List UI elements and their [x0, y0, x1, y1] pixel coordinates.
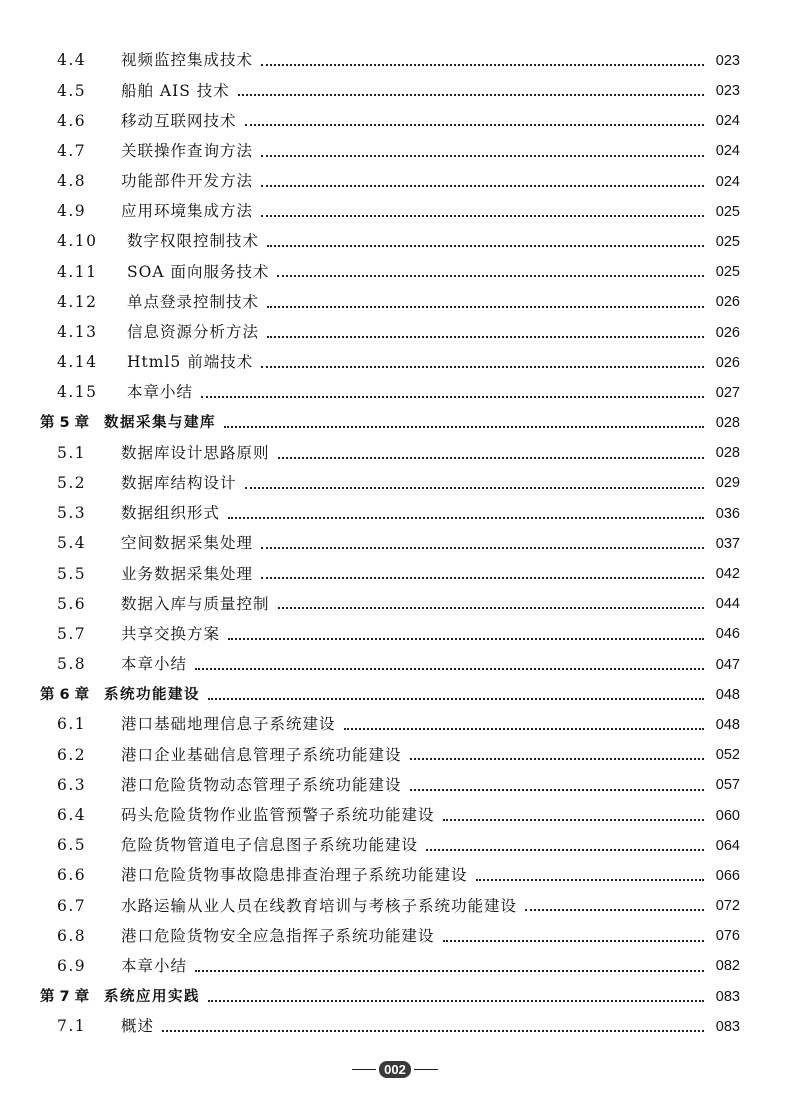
toc-section-entry[interactable] [40, 499, 740, 529]
toc-section-entry[interactable] [40, 801, 740, 831]
dot-leader [410, 758, 704, 760]
toc-entry-number: 4.13 [57, 323, 98, 342]
toc-entry-number: 6.9 [57, 956, 87, 975]
toc-entry-title: 港口基础地理信息子系统建设 [121, 715, 336, 734]
dot-leader [443, 819, 704, 821]
toc-section-entry[interactable] [40, 137, 740, 167]
dot-leader [426, 849, 704, 851]
toc-entry-title: 数据组织形式 [121, 504, 221, 523]
toc-entry-title: 数据库结构设计 [121, 473, 237, 492]
toc-entry-page: 028 [715, 445, 740, 462]
toc-entry-page: 083 [715, 988, 740, 1005]
toc-section-entry[interactable] [40, 318, 740, 348]
toc-entry-page: 076 [715, 928, 740, 945]
toc-entry-number: 6.2 [57, 745, 87, 764]
toc-entry-title: 数字权限控制技术 [127, 232, 260, 251]
toc-entry-page: 057 [715, 777, 740, 794]
toc-entry-title: 港口危险货物动态管理子系统功能建设 [121, 775, 402, 794]
toc-entry-title: SOA 面向服务技术 [127, 262, 270, 281]
toc-chapter-entry[interactable] [40, 982, 740, 1012]
toc-entry-title: 关联操作查询方法 [121, 141, 254, 160]
dot-leader [162, 1030, 704, 1032]
toc-entry-number: 6.6 [57, 866, 87, 885]
toc-entry-page: 025 [715, 264, 740, 281]
toc-entry-number: 6.1 [57, 715, 87, 734]
toc-entry-title: 共享交换方案 [121, 624, 221, 643]
toc-entry-title: 移动互联网技术 [121, 111, 237, 130]
toc-entry-page: 029 [715, 475, 740, 492]
dot-leader [525, 909, 704, 911]
toc-section-entry[interactable] [40, 589, 740, 619]
toc-entry-number: 5.8 [57, 655, 87, 674]
dot-leader [208, 1000, 704, 1002]
footer-rule-right [414, 1069, 438, 1070]
toc-entry-title: 水路运输从业人员在线教育培训与考核子系统功能建设 [121, 896, 518, 915]
dot-leader [277, 275, 704, 277]
toc-entry-page: 028 [715, 415, 740, 432]
dot-leader [278, 457, 704, 459]
toc-entry-page: 023 [715, 83, 740, 100]
dot-leader [224, 426, 704, 428]
toc-entry-page: 023 [715, 52, 740, 69]
toc-chapter-entry[interactable] [40, 408, 740, 438]
toc-entry-page: 082 [715, 958, 740, 975]
toc-entry-page: 047 [715, 656, 740, 673]
toc-entry-page: 036 [715, 505, 740, 522]
dot-leader [238, 94, 704, 96]
toc-chapter-entry[interactable] [40, 680, 740, 710]
dot-leader [228, 638, 704, 640]
toc-entry-number: 5.5 [57, 564, 87, 583]
toc-section-entry[interactable] [40, 167, 740, 197]
toc-entry-page: 044 [715, 596, 740, 613]
dot-leader [195, 970, 704, 972]
footer-rule-left [352, 1069, 376, 1070]
toc-section-entry[interactable] [40, 710, 740, 740]
toc-entry-title: 本章小结 [121, 655, 188, 674]
toc-entry-page: 024 [715, 173, 740, 190]
toc-entry-title: 单点登录控制技术 [127, 292, 260, 311]
toc-entry-number: 4.15 [57, 383, 98, 402]
toc-section-entry[interactable] [40, 438, 740, 468]
toc-entry-title: 概述 [121, 1017, 155, 1036]
toc-section-entry[interactable] [40, 831, 740, 861]
toc-entry-page: 026 [715, 294, 740, 311]
toc-entry-title: 视频监控集成技术 [121, 51, 254, 70]
toc-entry-page: 037 [715, 535, 740, 552]
dot-leader [195, 668, 704, 670]
toc-entry-number: 7.1 [57, 1017, 87, 1036]
toc-entry-page: 026 [715, 354, 740, 371]
toc-entry-number: 4.14 [57, 353, 98, 372]
toc-entry-number: 4.4 [57, 51, 87, 70]
toc-section-entry[interactable] [40, 771, 740, 801]
toc-entry-title: 系统功能建设 [104, 686, 200, 703]
dot-leader [208, 698, 704, 700]
toc-entry-page: 042 [715, 566, 740, 583]
toc-entry-number: 4.8 [57, 172, 87, 191]
dot-leader [228, 517, 704, 519]
toc-entry-page: 026 [715, 324, 740, 341]
toc-entry-page: 046 [715, 626, 740, 643]
toc-entry-title: 码头危险货物作业监管预警子系统功能建设 [121, 806, 435, 825]
toc-entry-title: 数据库设计思路原则 [121, 443, 270, 462]
toc-entry-page: 052 [715, 747, 740, 764]
dot-leader [267, 336, 704, 338]
dot-leader [443, 940, 704, 942]
toc-section-entry[interactable] [40, 529, 740, 559]
table-of-contents [40, 46, 740, 1042]
dot-leader [261, 185, 704, 187]
toc-entry-number: 4.6 [57, 111, 87, 130]
toc-entry-number: 4.12 [57, 292, 98, 311]
dot-leader [261, 577, 704, 579]
toc-section-entry[interactable] [40, 348, 740, 378]
toc-entry-page: 027 [715, 384, 740, 401]
toc-section-entry[interactable] [40, 469, 740, 499]
toc-section-entry[interactable] [40, 288, 740, 318]
dot-leader [261, 366, 704, 368]
toc-entry-number: 6.3 [57, 775, 87, 794]
toc-entry-title: 本章小结 [121, 956, 188, 975]
toc-section-entry[interactable] [40, 257, 740, 287]
toc-entry-page: 025 [715, 233, 740, 250]
toc-entry-number: 5.7 [57, 624, 87, 643]
dot-leader [476, 879, 704, 881]
toc-entry-number: 5.2 [57, 473, 87, 492]
toc-section-entry[interactable] [40, 620, 740, 650]
toc-entry-number: 5.1 [57, 443, 87, 462]
toc-entry-page: 083 [715, 1018, 740, 1035]
dot-leader [261, 64, 704, 66]
dot-leader [344, 728, 704, 730]
toc-entry-number: 6.4 [57, 806, 87, 825]
toc-entry-number: 第 5 章 [40, 415, 90, 432]
toc-entry-title: 港口企业基础信息管理子系统功能建设 [121, 745, 402, 764]
toc-entry-title: 业务数据采集处理 [121, 564, 254, 583]
toc-entry-page: 024 [715, 143, 740, 160]
dot-leader [261, 215, 704, 217]
toc-entry-title: 数据采集与建库 [104, 415, 216, 432]
toc-entry-number: 4.5 [57, 81, 87, 100]
toc-entry-number: 5.3 [57, 504, 87, 523]
toc-entry-number: 第 6 章 [40, 686, 90, 703]
toc-entry-page: 025 [715, 203, 740, 220]
toc-entry-title: 应用环境集成方法 [121, 202, 254, 221]
dot-leader [201, 396, 704, 398]
toc-entry-number: 5.4 [57, 534, 87, 553]
toc-entry-title: 本章小结 [127, 383, 194, 402]
toc-entry-number: 6.5 [57, 836, 87, 855]
toc-entry-page: 048 [715, 716, 740, 733]
toc-entry-page: 072 [715, 898, 740, 915]
dot-leader [410, 789, 704, 791]
toc-entry-number: 4.9 [57, 202, 87, 221]
toc-section-entry[interactable] [40, 227, 740, 257]
toc-entry-number: 6.7 [57, 896, 87, 915]
toc-section-entry[interactable] [40, 952, 740, 982]
dot-leader [245, 124, 704, 126]
dot-leader [278, 607, 704, 609]
toc-entry-number: 第 7 章 [40, 988, 90, 1005]
toc-entry-number: 4.11 [57, 262, 98, 281]
toc-section-entry[interactable] [40, 921, 740, 951]
toc-entry-title: 船舶 AIS 技术 [121, 81, 230, 100]
toc-section-entry[interactable] [40, 1012, 740, 1042]
toc-entry-page: 060 [715, 807, 740, 824]
toc-entry-title: 港口危险货物安全应急指挥子系统功能建设 [121, 926, 435, 945]
toc-section-entry[interactable] [40, 740, 740, 770]
toc-entry-title: 功能部件开发方法 [121, 172, 254, 191]
toc-entry-page: 066 [715, 867, 740, 884]
toc-entry-page: 024 [715, 113, 740, 130]
dot-leader [261, 155, 704, 157]
toc-entry-title: 港口危险货物事故隐患排查治理子系统功能建设 [121, 866, 468, 885]
toc-section-entry[interactable] [40, 378, 740, 408]
toc-entry-number: 6.8 [57, 926, 87, 945]
toc-section-entry[interactable] [40, 106, 740, 136]
toc-entry-title: 危险货物管道电子信息图子系统功能建设 [121, 836, 419, 855]
dot-leader [267, 306, 704, 308]
toc-section-entry[interactable] [40, 76, 740, 106]
toc-entry-title: 信息资源分析方法 [127, 323, 260, 342]
toc-entry-number: 5.6 [57, 594, 87, 613]
toc-entry-title: 空间数据采集处理 [121, 534, 254, 553]
dot-leader [267, 245, 704, 247]
toc-section-entry[interactable] [40, 861, 740, 891]
toc-section-entry[interactable] [40, 197, 740, 227]
page-number: 002 [379, 1061, 411, 1078]
toc-section-entry[interactable] [40, 559, 740, 589]
toc-entry-title: Html5 前端技术 [127, 353, 254, 372]
dot-leader [261, 547, 704, 549]
toc-entry-number: 4.10 [57, 232, 98, 251]
toc-section-entry[interactable] [40, 46, 740, 76]
toc-entry-page: 048 [715, 686, 740, 703]
toc-entry-page: 064 [715, 837, 740, 854]
dot-leader [245, 487, 704, 489]
toc-entry-title: 数据入库与质量控制 [121, 594, 270, 613]
toc-section-entry[interactable] [40, 891, 740, 921]
toc-section-entry[interactable] [40, 650, 740, 680]
page-footer [352, 1060, 438, 1078]
toc-entry-number: 4.7 [57, 141, 87, 160]
toc-entry-title: 系统应用实践 [104, 988, 200, 1005]
